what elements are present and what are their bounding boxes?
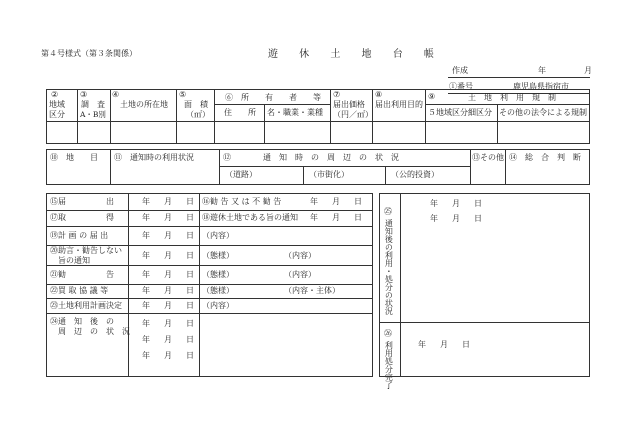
procedure-detail: （態様） <box>202 286 234 295</box>
result-date-day: 日 <box>474 199 482 208</box>
procedure-date-day: 日 <box>186 270 194 279</box>
number-label: ①番号 <box>449 82 473 91</box>
procedure-label: ㉒買 取 協 議 等 <box>50 286 109 295</box>
procedure-label: ㉑勧 告 <box>50 270 114 279</box>
procedure-date-month: 月 <box>164 270 172 279</box>
col-area-code-num: ② <box>51 90 59 99</box>
procedure-detail-extra: （内容） <box>284 251 316 260</box>
completion-date-day: 日 <box>462 340 470 349</box>
completion-date-year: 年 <box>418 340 426 349</box>
procedure-date-day: 日 <box>186 301 194 310</box>
procedure-date-day: 日 <box>186 197 194 206</box>
procedure-detail: （内容） <box>202 301 234 310</box>
after-notice-date-year: 年 <box>142 335 150 344</box>
procedure-date-month: 月 <box>164 213 172 222</box>
page-title: 遊 休 土 地 台 帳 <box>268 49 443 60</box>
col-purpose-num: ⑧ <box>375 90 383 99</box>
row-after-notice-a: ㉔通 知 後 の <box>50 317 114 326</box>
col-other: ⑬その他 <box>472 153 504 162</box>
result-date-month: 月 <box>452 199 460 208</box>
procedure-detail: （態様） <box>202 270 234 279</box>
completion-label: 利用処分完了 <box>384 341 394 389</box>
col-owner-address: 住 所 <box>224 108 256 117</box>
form-number: 第４号様式（第３条関係） <box>41 49 137 58</box>
col-purpose: 届出利用目的 <box>375 100 423 109</box>
procedure-date-day: 日 <box>186 286 194 295</box>
col-survey-a: 調 査 <box>81 100 105 109</box>
col-regulation: 土 地 利 用 規 制 <box>468 93 556 102</box>
procedure-label: ㉓土地利用計画決定 <box>50 301 122 310</box>
procedure-detail: （態様） <box>202 251 234 260</box>
procedure-date-day: 日 <box>186 213 194 222</box>
result-status-num: ㉕ <box>384 207 392 216</box>
procedure-detail: ⑱遊休土地である旨の通知 <box>202 213 298 222</box>
col-size-num: ⑤ <box>179 90 187 99</box>
col-urbanization: （市街化） <box>309 170 349 179</box>
after-notice-date-month: 月 <box>164 335 172 344</box>
procedure-detail-date-month: 月 <box>332 197 340 206</box>
procedure-date-year: 年 <box>142 251 150 260</box>
col-surroundings: ⑫ 通 知 時 の 周 辺 の 状 況 <box>223 153 399 162</box>
procedure-date-month: 月 <box>164 251 172 260</box>
procedure-date-day: 日 <box>186 251 194 260</box>
after-notice-date-year: 年 <box>142 319 150 328</box>
after-notice-date-day: 日 <box>186 335 194 344</box>
completion-date-month: 月 <box>440 340 448 349</box>
completion-num: ㉖ <box>384 329 392 338</box>
col-regulation-num: ⑨ <box>428 92 436 101</box>
col-location-num: ④ <box>112 90 120 99</box>
col-price-num: ⑦ <box>333 90 341 99</box>
col-price-b: （円／㎡） <box>333 110 373 119</box>
row-after-notice-b: 周 辺 の 状 況 <box>50 327 130 336</box>
col-land-category: ⑩ 地 目 <box>50 153 98 162</box>
procedure-detail-date-year: 年 <box>310 197 318 206</box>
procedure-detail-date-day: 日 <box>354 197 362 206</box>
col-regulation-sub1: ５地域区分細区分 <box>428 108 492 117</box>
procedure-date-year: 年 <box>142 286 150 295</box>
col-owner-name: 名・職業・業種 <box>267 108 323 117</box>
result-date-year: 年 <box>430 214 438 223</box>
procedure-label-2: 旨の通知 <box>50 256 90 265</box>
result-date-year: 年 <box>430 199 438 208</box>
procedure-date-year: 年 <box>142 197 150 206</box>
after-notice-date-day: 日 <box>186 351 194 360</box>
procedure-date-year: 年 <box>142 301 150 310</box>
col-overall-judgment: ⑭ 総 合 判 断 <box>509 153 581 162</box>
col-size-a: 面 積 <box>184 100 208 109</box>
procedure-date-year: 年 <box>142 231 150 240</box>
procedure-date-month: 月 <box>164 231 172 240</box>
procedure-detail-date-day: 日 <box>354 213 362 222</box>
col-survey-b: A・B別 <box>80 110 106 119</box>
after-notice-date-day: 日 <box>186 319 194 328</box>
procedure-label: ⑳助言・勧告しない <box>50 246 122 255</box>
col-location: 土地の所在地 <box>120 100 168 109</box>
procedure-detail: （内容） <box>202 231 234 240</box>
procedure-date-month: 月 <box>164 197 172 206</box>
after-notice-date-month: 月 <box>164 319 172 328</box>
col-usage-at-notice: ⑪ 通知時の利用状況 <box>114 153 194 162</box>
result-date-day: 日 <box>474 214 482 223</box>
created-year-label: 年 <box>538 66 546 75</box>
procedure-date-month: 月 <box>164 286 172 295</box>
created-label: 作成 <box>452 66 468 75</box>
created-month-label: 月 <box>584 66 592 75</box>
col-public-investment: （公的投資） <box>391 170 439 179</box>
procedure-detail-extra: （内容） <box>284 270 316 279</box>
col-owner: ⑥ 所 有 者 等 <box>225 93 321 102</box>
procedure-label: ⑮届 出 <box>50 197 114 206</box>
col-regulation-sub2: その他の法令による規制 <box>499 108 587 117</box>
procedure-label: ⑰取 得 <box>50 213 114 222</box>
result-date-month: 月 <box>452 214 460 223</box>
procedure-detail: ⑯勧 告 又 は 不 勧 告 <box>202 197 282 206</box>
procedure-label: ⑲計 画 の 届 出 <box>50 231 109 240</box>
procedure-detail-date-month: 月 <box>332 213 340 222</box>
procedure-detail-date-year: 年 <box>310 213 318 222</box>
procedure-date-year: 年 <box>142 213 150 222</box>
col-size-b: （㎡） <box>186 110 210 119</box>
after-notice-date-year: 年 <box>142 351 150 360</box>
procedure-date-year: 年 <box>142 270 150 279</box>
procedure-date-day: 日 <box>186 231 194 240</box>
after-notice-date-month: 月 <box>164 351 172 360</box>
authority-name: 鹿児島県指宿市 <box>513 82 569 91</box>
col-road: （道路） <box>225 170 257 179</box>
col-price-a: 届出価格 <box>333 100 365 109</box>
result-status-label: 通知後の利用・処分の状況 <box>384 219 394 315</box>
created-underline <box>448 77 590 78</box>
procedure-detail-extra: （内容・主体） <box>284 286 340 295</box>
col-survey-num: ③ <box>80 90 88 99</box>
col-area-code-b: 区分 <box>49 110 65 119</box>
col-area-code-a: 地域 <box>49 100 65 109</box>
procedure-date-month: 月 <box>164 301 172 310</box>
result-table <box>379 193 590 377</box>
